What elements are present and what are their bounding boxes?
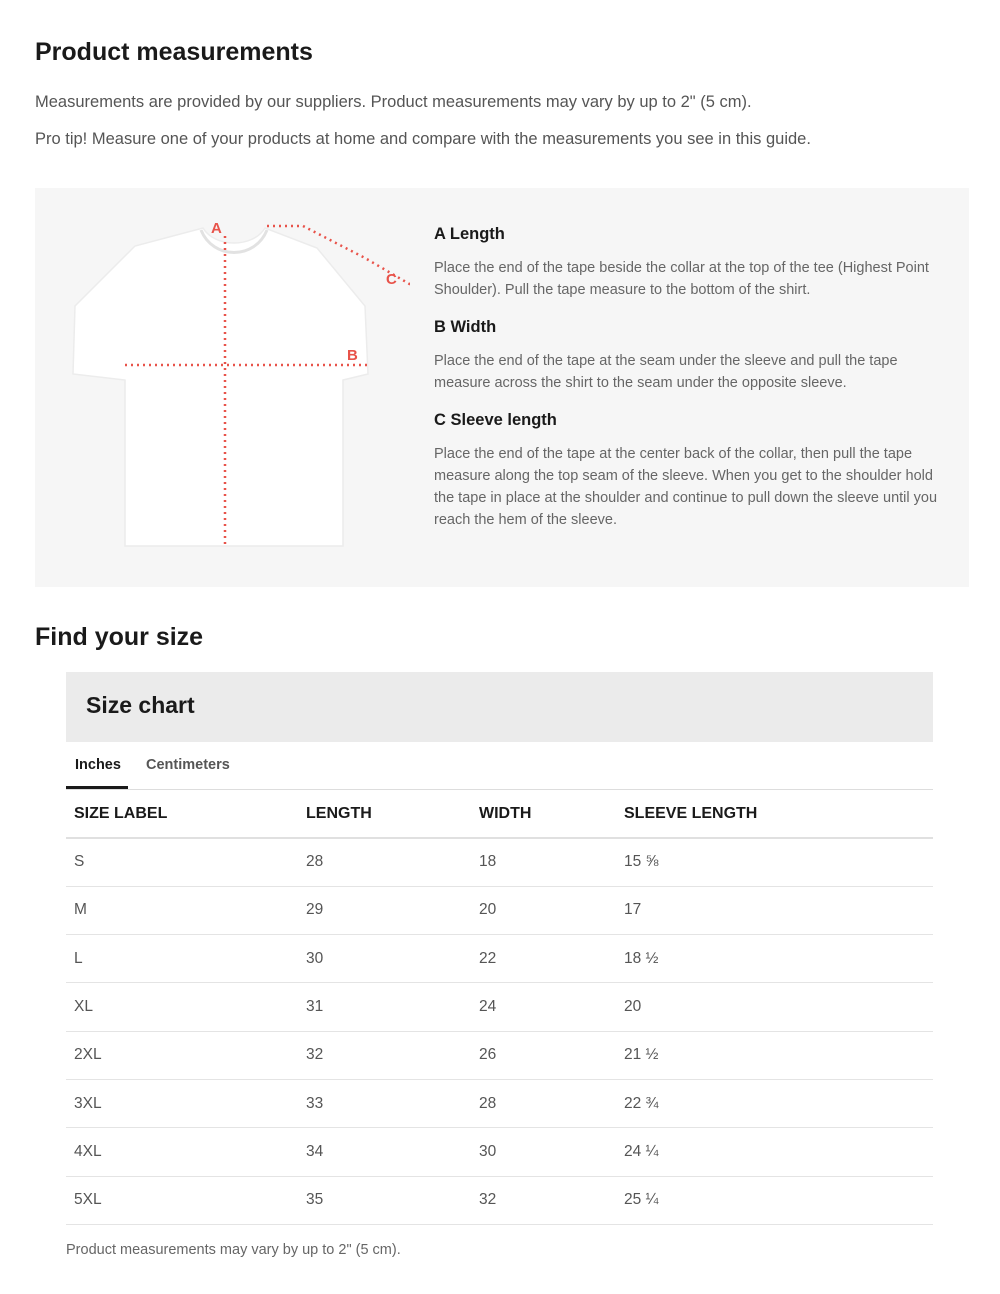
table-row bbox=[66, 886, 933, 934]
measurement-length bbox=[434, 225, 944, 301]
sleeve-length-cell: 18 ½ bbox=[616, 935, 933, 983]
size-label-cell: 2XL bbox=[66, 1031, 298, 1079]
measurement-title: B Width bbox=[434, 318, 497, 336]
table-row bbox=[66, 983, 933, 1031]
sleeve-length-cell: 15 ⅝ bbox=[616, 838, 933, 886]
length-cell: 30 bbox=[298, 935, 471, 983]
width-cell: 26 bbox=[471, 1031, 616, 1079]
sleeve-length-cell: 24 ¼ bbox=[616, 1128, 933, 1176]
width-cell: 32 bbox=[471, 1176, 616, 1224]
measurement-text: Place the end of the tape at the center back of the collar, then pull the tape measure along the top seam of the sleeve. When you get to the shoulder hold the tape in place at the shoulder and continue to pull down the sleeve until you reach the hem of the sleeve. bbox=[434, 446, 938, 528]
width-cell: 20 bbox=[471, 886, 616, 934]
column-header: SIZE LABEL bbox=[66, 790, 298, 838]
measurement-guide-panel bbox=[35, 188, 969, 587]
tab-inches[interactable]: Inches bbox=[75, 757, 121, 773]
page-title: Product measurements bbox=[35, 38, 313, 66]
length-cell: 35 bbox=[298, 1176, 471, 1224]
tshirt-diagram bbox=[65, 216, 410, 556]
table-header-row bbox=[66, 790, 933, 838]
size-label-cell: M bbox=[66, 886, 298, 934]
label-a: A bbox=[211, 220, 222, 237]
measurement-width bbox=[434, 318, 944, 394]
table-row bbox=[66, 1176, 933, 1224]
size-label-cell: L bbox=[66, 935, 298, 983]
size-chart-footnote: Product measurements may vary by up to 2" (5 cm). bbox=[66, 1242, 401, 1258]
intro-text: Measurements are provided by our suppliers. Product measurements may vary by up to 2" (5 cm). bbox=[35, 93, 752, 111]
tshirt-shape bbox=[73, 228, 368, 546]
width-cell: 24 bbox=[471, 983, 616, 1031]
sleeve-length-cell: 21 ½ bbox=[616, 1031, 933, 1079]
find-size-heading: Find your size bbox=[35, 623, 204, 651]
active-tab-indicator bbox=[66, 786, 128, 789]
measurement-text: Place the end of the tape at the seam under the sleeve and pull the tape measure across the shirt to the seam under the opposite sleeve. bbox=[434, 353, 898, 391]
table-row bbox=[66, 935, 933, 983]
measurement-text: Place the end of the tape beside the collar at the top of the tee (Highest Point Shoulder). Pull the tape measure to the bottom of the shirt. bbox=[434, 260, 929, 298]
sleeve-length-cell: 25 ¼ bbox=[616, 1176, 933, 1224]
length-cell: 29 bbox=[298, 886, 471, 934]
size-table bbox=[66, 790, 933, 1225]
sleeve-length-cell: 22 ¾ bbox=[616, 1079, 933, 1127]
unit-tabs bbox=[66, 742, 933, 790]
table-row bbox=[66, 1079, 933, 1127]
width-cell: 30 bbox=[471, 1128, 616, 1176]
column-header: LENGTH bbox=[298, 790, 471, 838]
length-cell: 31 bbox=[298, 983, 471, 1031]
table-row bbox=[66, 838, 933, 886]
size-chart-header bbox=[66, 672, 933, 742]
table-row bbox=[66, 1128, 933, 1176]
length-cell: 28 bbox=[298, 838, 471, 886]
table-row bbox=[66, 1031, 933, 1079]
width-cell: 22 bbox=[471, 935, 616, 983]
sleeve-length-cell: 20 bbox=[616, 983, 933, 1031]
measurement-title: C Sleeve length bbox=[434, 411, 557, 429]
width-cell: 28 bbox=[471, 1079, 616, 1127]
label-c: C bbox=[386, 271, 397, 288]
size-label-cell: XL bbox=[66, 983, 298, 1031]
length-cell: 34 bbox=[298, 1128, 471, 1176]
measurement-sleeve bbox=[434, 411, 944, 531]
size-label-cell: 4XL bbox=[66, 1128, 298, 1176]
column-header: SLEEVE LENGTH bbox=[616, 790, 933, 838]
sleeve-length-cell: 17 bbox=[616, 886, 933, 934]
label-b: B bbox=[347, 347, 358, 364]
size-chart-title: Size chart bbox=[86, 692, 195, 718]
width-cell: 18 bbox=[471, 838, 616, 886]
column-header: WIDTH bbox=[471, 790, 616, 838]
pro-tip-text: Pro tip! Measure one of your products at home and compare with the measurements you see in this guide. bbox=[35, 130, 811, 148]
measurement-title: A Length bbox=[434, 225, 505, 243]
size-label-cell: 3XL bbox=[66, 1079, 298, 1127]
length-cell: 33 bbox=[298, 1079, 471, 1127]
size-label-cell: 5XL bbox=[66, 1176, 298, 1224]
length-cell: 32 bbox=[298, 1031, 471, 1079]
sleeve-label-c bbox=[383, 268, 403, 288]
size-label-cell: S bbox=[66, 838, 298, 886]
tab-centimeters[interactable]: Centimeters bbox=[146, 757, 230, 773]
